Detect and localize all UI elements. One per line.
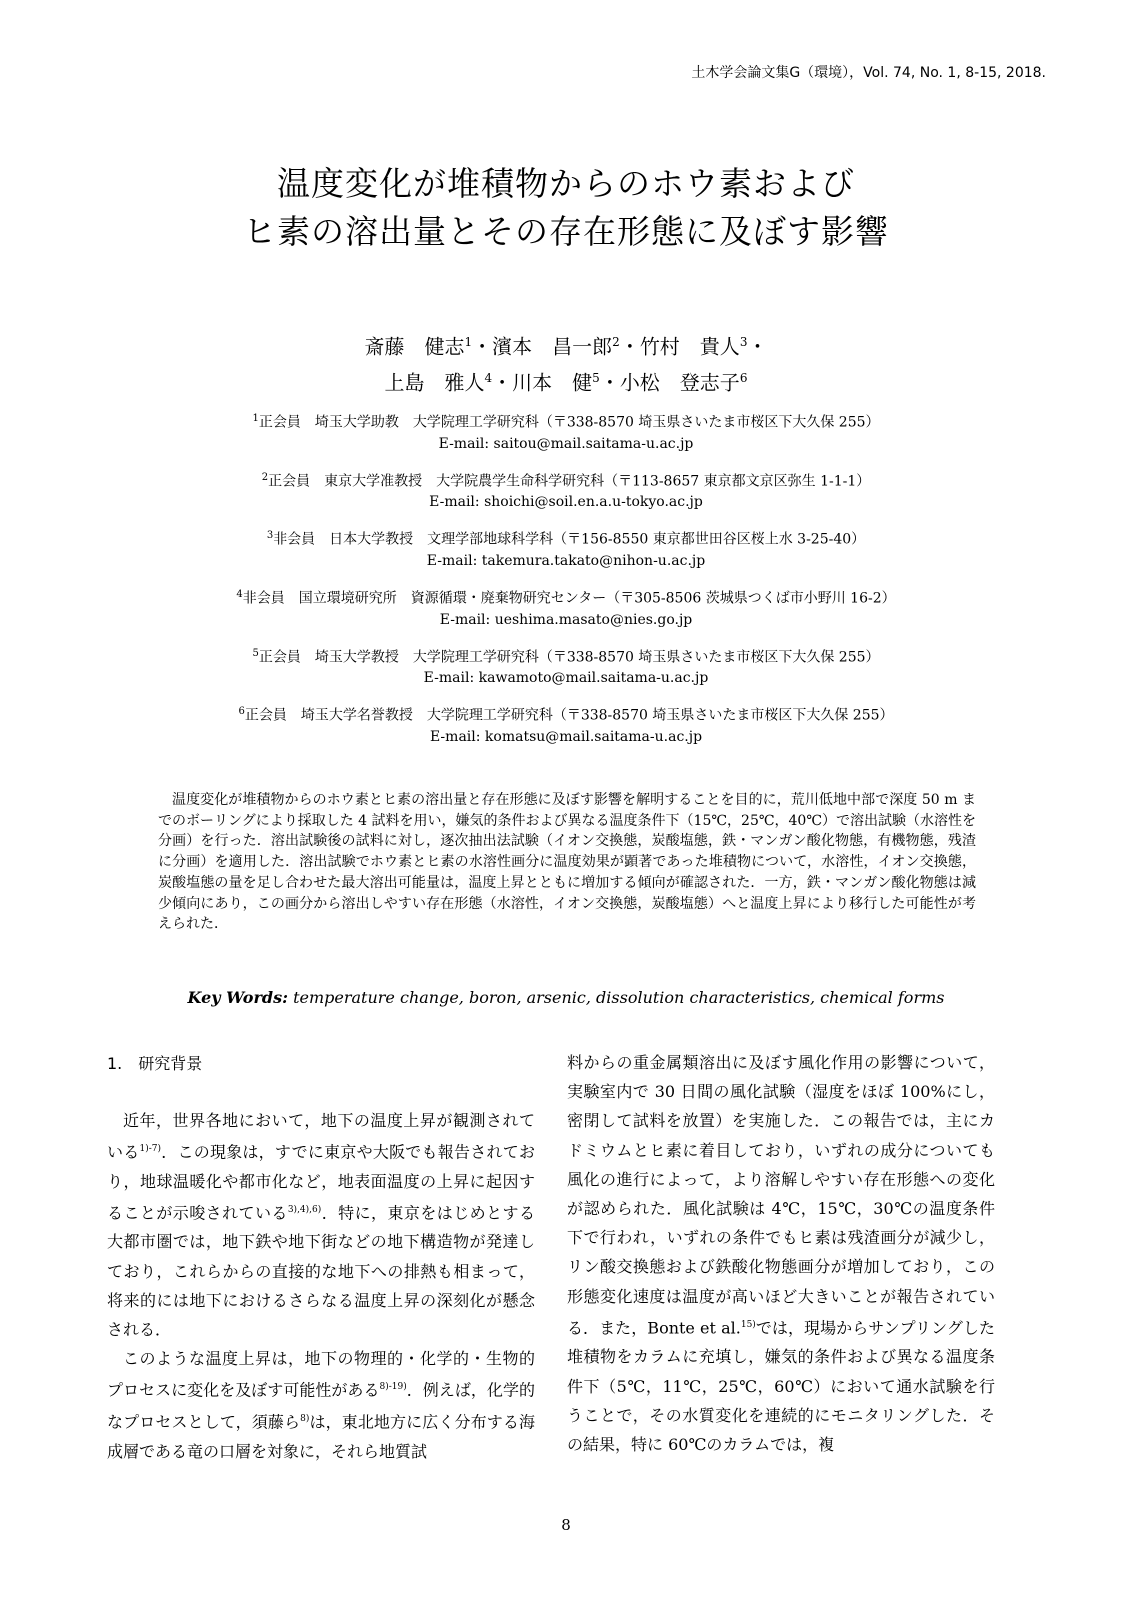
author-affil-mark: 2 xyxy=(612,335,620,349)
author-affil-mark: 1 xyxy=(464,335,473,349)
affiliation-item xyxy=(100,408,1032,455)
journal-citation: 土木学会論文集G（環境），Vol. 74, No. 1, 8-15, 2018. xyxy=(691,65,1046,81)
affiliation-mark: 3 xyxy=(266,530,274,542)
author-affil-mark: 5 xyxy=(592,370,600,385)
body-text: このような温度上昇は，地下の物理的・化学的・生物的プロセスに変化を及ぼす可能性がある xyxy=(107,1349,535,1400)
author-name: 竹村 貴人 xyxy=(639,334,740,359)
affiliation-item xyxy=(100,525,1032,572)
author-separator: ・ xyxy=(492,370,513,395)
author-name: 上島 雅人 xyxy=(384,370,485,395)
affiliation-list xyxy=(100,408,1032,760)
affiliation-item xyxy=(100,643,1032,690)
affiliation-mark: 4 xyxy=(236,588,243,600)
author-affil-mark: 4 xyxy=(484,370,493,385)
affiliation-text: 非会員 国立環境研究所 資源循環・廃棄物研究センター（〒305-8506 茨城県つくば市小野川 16-2） xyxy=(242,590,896,607)
body-text: では，現場からサンプリングした堆積物をカラムに充填し，嫌気的条件および異なる温度条件下（5℃，11℃，25℃，60℃）において通水試験を行うことで，その水質変化を連続的にモニタリングした．その結果，特に 60℃のカラムでは，複 xyxy=(567,1318,995,1454)
affiliation-email: E-mail: komatsu@mail.saitama-u.ac.jp xyxy=(429,728,703,745)
affiliation-text: 正会員 埼玉大学教授 大学院理工学研究科（〒338-8570 埼玉県さいたま市桜区下大久保 255） xyxy=(258,649,880,666)
citation-ref: 8) xyxy=(300,1414,310,1425)
citation-ref: 3),4),6) xyxy=(287,1204,322,1215)
affiliation-text: 正会員 東京大学准教授 大学院農学生命科学研究科（〒113-8657 東京都文京区弥生 1-1-1） xyxy=(268,473,871,490)
title-line-1: 温度変化が堆積物からのホウ素および xyxy=(277,164,855,203)
author-separator: ・ xyxy=(747,334,768,359)
author-affil-mark: 3 xyxy=(739,335,748,349)
citation-ref: 15) xyxy=(740,1319,756,1330)
citation-ref: 8)-19) xyxy=(379,1382,407,1393)
body-text: ．例えば，化学的なプロセスとして，須藤ら xyxy=(107,1380,535,1432)
affiliation-email: E-mail: saitou@mail.saitama-u.ac.jp xyxy=(438,435,694,452)
body-text: ．特に，東京をはじめとする大都市圏では，地下鉄や地下街などの地下構造物が発達しており，これらからの直接的な地下への排熱も相まって，将来的には地下におけるさらなる温度上昇の深刻化が懸念される． xyxy=(107,1203,535,1340)
paper-title xyxy=(0,160,1132,256)
author-line-1 xyxy=(0,327,1132,363)
author-separator: ・ xyxy=(599,370,620,395)
author-name: 濱本 昌一郎 xyxy=(492,334,613,359)
section-heading: 1. 研究背景 xyxy=(107,1054,203,1073)
author-line-2 xyxy=(0,363,1132,399)
title-line-2: ヒ素の溶出量とその存在形態に及ぼす影響 xyxy=(243,212,889,251)
body-paragraph xyxy=(567,1048,995,1459)
body-paragraph xyxy=(107,1344,535,1465)
page-number: 8 xyxy=(561,1516,571,1534)
affiliation-email: E-mail: ueshima.masato@nies.go.jp xyxy=(439,611,693,628)
abstract xyxy=(158,790,976,935)
affiliation-item xyxy=(100,467,1032,514)
affiliation-text: 正会員 埼玉大学名誉教授 大学院理工学研究科（〒338-8570 埼玉県さいたま市桜区下大久保 255） xyxy=(244,707,894,724)
body-text: は，東北地方に広く分布する海成層である竜の口層を対象に，それら地質試 xyxy=(107,1412,535,1461)
right-column xyxy=(567,1048,995,1459)
affiliation-mark: 5 xyxy=(252,647,259,659)
affiliation-email: E-mail: kawamoto@mail.saitama-u.ac.jp xyxy=(423,670,709,687)
affiliation-item xyxy=(100,584,1032,631)
keywords-label: Key Words: xyxy=(187,988,288,1007)
body-text: ．この現象は，すでに東京や大阪でも報告されており，地球温暖化や都市化など，地表面温度の上昇に起因することが示唆されている xyxy=(107,1142,535,1223)
affiliation-mark: 1 xyxy=(252,413,259,424)
affiliation-email: E-mail: takemura.takato@nihon-u.ac.jp xyxy=(426,552,706,569)
affiliation-mark: 2 xyxy=(261,471,269,483)
author-separator: ・ xyxy=(619,334,640,359)
affiliation-item xyxy=(100,701,1032,748)
citation-ref: 1)-7) xyxy=(139,1144,161,1155)
body-paragraph xyxy=(107,1106,535,1344)
author-list xyxy=(0,327,1132,398)
body-text: 近年，世界各地において，地下の温度上昇が観測されている xyxy=(107,1111,535,1162)
affiliation-text: 正会員 埼玉大学助教 大学院理工学研究科（〒338-8570 埼玉県さいたま市桜区下大久保 255） xyxy=(258,414,880,431)
keywords-text: temperature change, boron, arsenic, dissolution characteristics, chemical forms xyxy=(293,988,945,1007)
author-name: 斎藤 健志 xyxy=(364,334,465,359)
affiliation-email: E-mail: shoichi@soil.en.a.u-tokyo.ac.jp xyxy=(429,494,703,511)
body-text: 料からの重金属類溶出に及ぼす風化作用の影響について，実験室内で 30 日間の風化試験（湿度をほぼ 100%にし，密閉して試料を放置）を実施した．この報告では，主にカドミウムとヒ素に着目しており，いずれの成分についても風化の進行によって，より溶解しやすい存在形態への変化が認められた．風化試験は 4℃，15℃，30℃の温度条件下で行われ，いずれの条件でもヒ素は残渣画分が減少し，リン酸交換態および鉄酸化物態画分が増加しており，この形態変化速度は温度が高いほど大きいことが報告されている．また，Bonte et al. xyxy=(567,1053,995,1338)
author-affil-mark: 6 xyxy=(739,370,748,385)
author-separator: ・ xyxy=(472,334,493,359)
abstract-text: 温度変化が堆積物からのホウ素とヒ素の溶出量と存在形態に及ぼす影響を解明することを目的に，荒川低地中部で深度 50 m までのボーリングにより採取した 4 試料を用い，嫌気的条件および異なる温度条件下（15℃，25℃，40℃）で溶出試験（水溶性を分画）を行った．溶出試験後の試料に対し，逐次抽出法試験（イオン交換態，炭酸塩態，鉄・マンガン酸化物態，有機物態，残渣に分画）を適用した．溶出試験でホウ素とヒ素の水溶性画分に温度効果が顕著であった堆積物について，水溶性，イオン交換態，炭酸塩態の量を足し合わせた最大溶出可能量は，温度上昇とともに増加する傾向が確認された．一方，鉄・マンガン酸化物態は減少傾向にあり，この画分から溶出しやすい存在形態（水溶性，イオン交換態，炭酸塩態）へと温度上昇により移行した可能性が考えられた． xyxy=(158,792,976,933)
affiliation-text: 非会員 日本大学教授 文理学部地球科学科（〒156-8550 東京都世田谷区桜上水 3-25-40） xyxy=(273,531,866,548)
left-column xyxy=(107,1048,535,1466)
author-name: 川本 健 xyxy=(512,370,593,395)
affiliation-mark: 6 xyxy=(238,706,245,718)
keywords xyxy=(0,988,1132,1007)
author-name: 小松 登志子 xyxy=(619,370,740,395)
